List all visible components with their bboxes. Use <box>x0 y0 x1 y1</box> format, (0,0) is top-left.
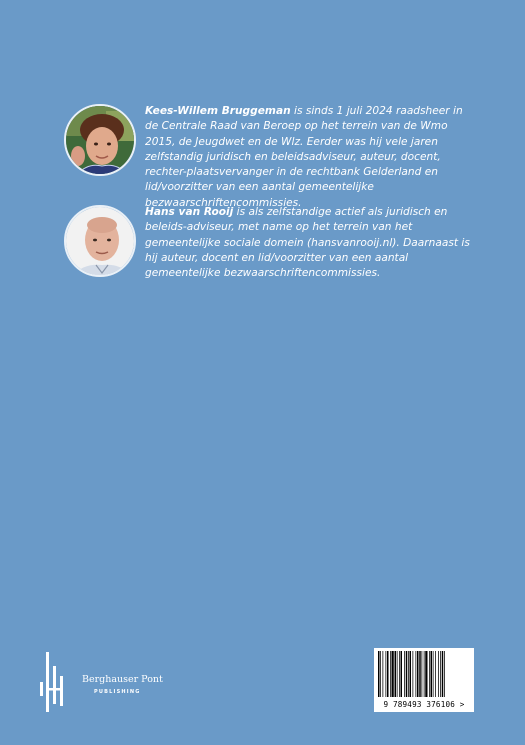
barcode-bar <box>424 651 425 697</box>
barcode-bar <box>410 651 412 697</box>
author-name-1: Kees-Willem Bruggeman <box>145 105 291 117</box>
barcode-bar <box>408 651 409 697</box>
author-name-2: Hans van Rooij <box>145 206 234 218</box>
author-photo-1 <box>64 104 136 176</box>
author-bio-1 <box>145 104 475 211</box>
barcode-bar <box>433 651 434 697</box>
barcode-bar <box>395 651 397 697</box>
barcode-bar <box>378 651 380 697</box>
barcode-bar <box>387 651 389 697</box>
barcode-bar <box>442 651 444 697</box>
author-bio-text-2: is als zelfstandige actief als juridisch en beleids-adviseur, met name op het terrein van het gemeentelijke sociale domein (hansvanrooij.nl). Daarnaast is hij auteur, docent en lid/voorzitter van een aantal gemeentelijke bezwaarschriftencommissies. <box>145 206 470 280</box>
barcode-bar <box>435 651 436 697</box>
barcode-bar <box>417 651 419 697</box>
barcode-bar <box>397 651 398 697</box>
barcode-bar <box>383 651 384 697</box>
author-bio-text-1: is sinds 1 juli 2024 raadsheer in de Centrale Raad van Beroep op het terrein van de Wmo 2015, de Jeugdwet en de Wlz. Eerder was hij vele jaren zelfstandig juridisch en beleidsadviseur, auteur, docent, rechter-plaatsvervanger in de rechtbank Gelderland en lid/voorzitter van een aantal gemeentelijke bezwaarschriftencommissies. <box>145 105 463 209</box>
barcode-bar <box>380 651 381 697</box>
publisher-subtitle: PUBLISHING <box>94 689 141 695</box>
barcode-bar <box>440 651 441 697</box>
barcode-bar <box>401 651 403 697</box>
barcode-digits: 9 789493 376106 > <box>383 700 465 709</box>
barcode-bar <box>425 651 427 697</box>
barcode-bar <box>419 651 421 697</box>
author-photo-2 <box>64 205 136 277</box>
barcode-bar <box>416 651 417 697</box>
barcode-bar <box>390 651 391 697</box>
publisher-name: Berghauser Pont <box>82 674 163 685</box>
barcode-bar <box>429 651 430 697</box>
barcode-bar <box>444 651 445 697</box>
barcode-bar <box>438 651 439 697</box>
publisher-logo <box>40 652 170 712</box>
barcode-bar <box>422 651 423 697</box>
barcode-bar <box>404 651 405 697</box>
barcode-bar <box>386 651 387 697</box>
barcode-bar <box>406 651 408 697</box>
barcode-bars <box>377 651 471 699</box>
barcode-bar <box>399 651 400 697</box>
isbn-barcode <box>374 648 474 712</box>
publisher-logo-mark-icon <box>40 652 80 712</box>
barcode-bar <box>413 651 414 697</box>
barcode-bar <box>392 651 394 697</box>
author-bio-2 <box>145 205 475 281</box>
barcode-bar <box>431 651 433 697</box>
